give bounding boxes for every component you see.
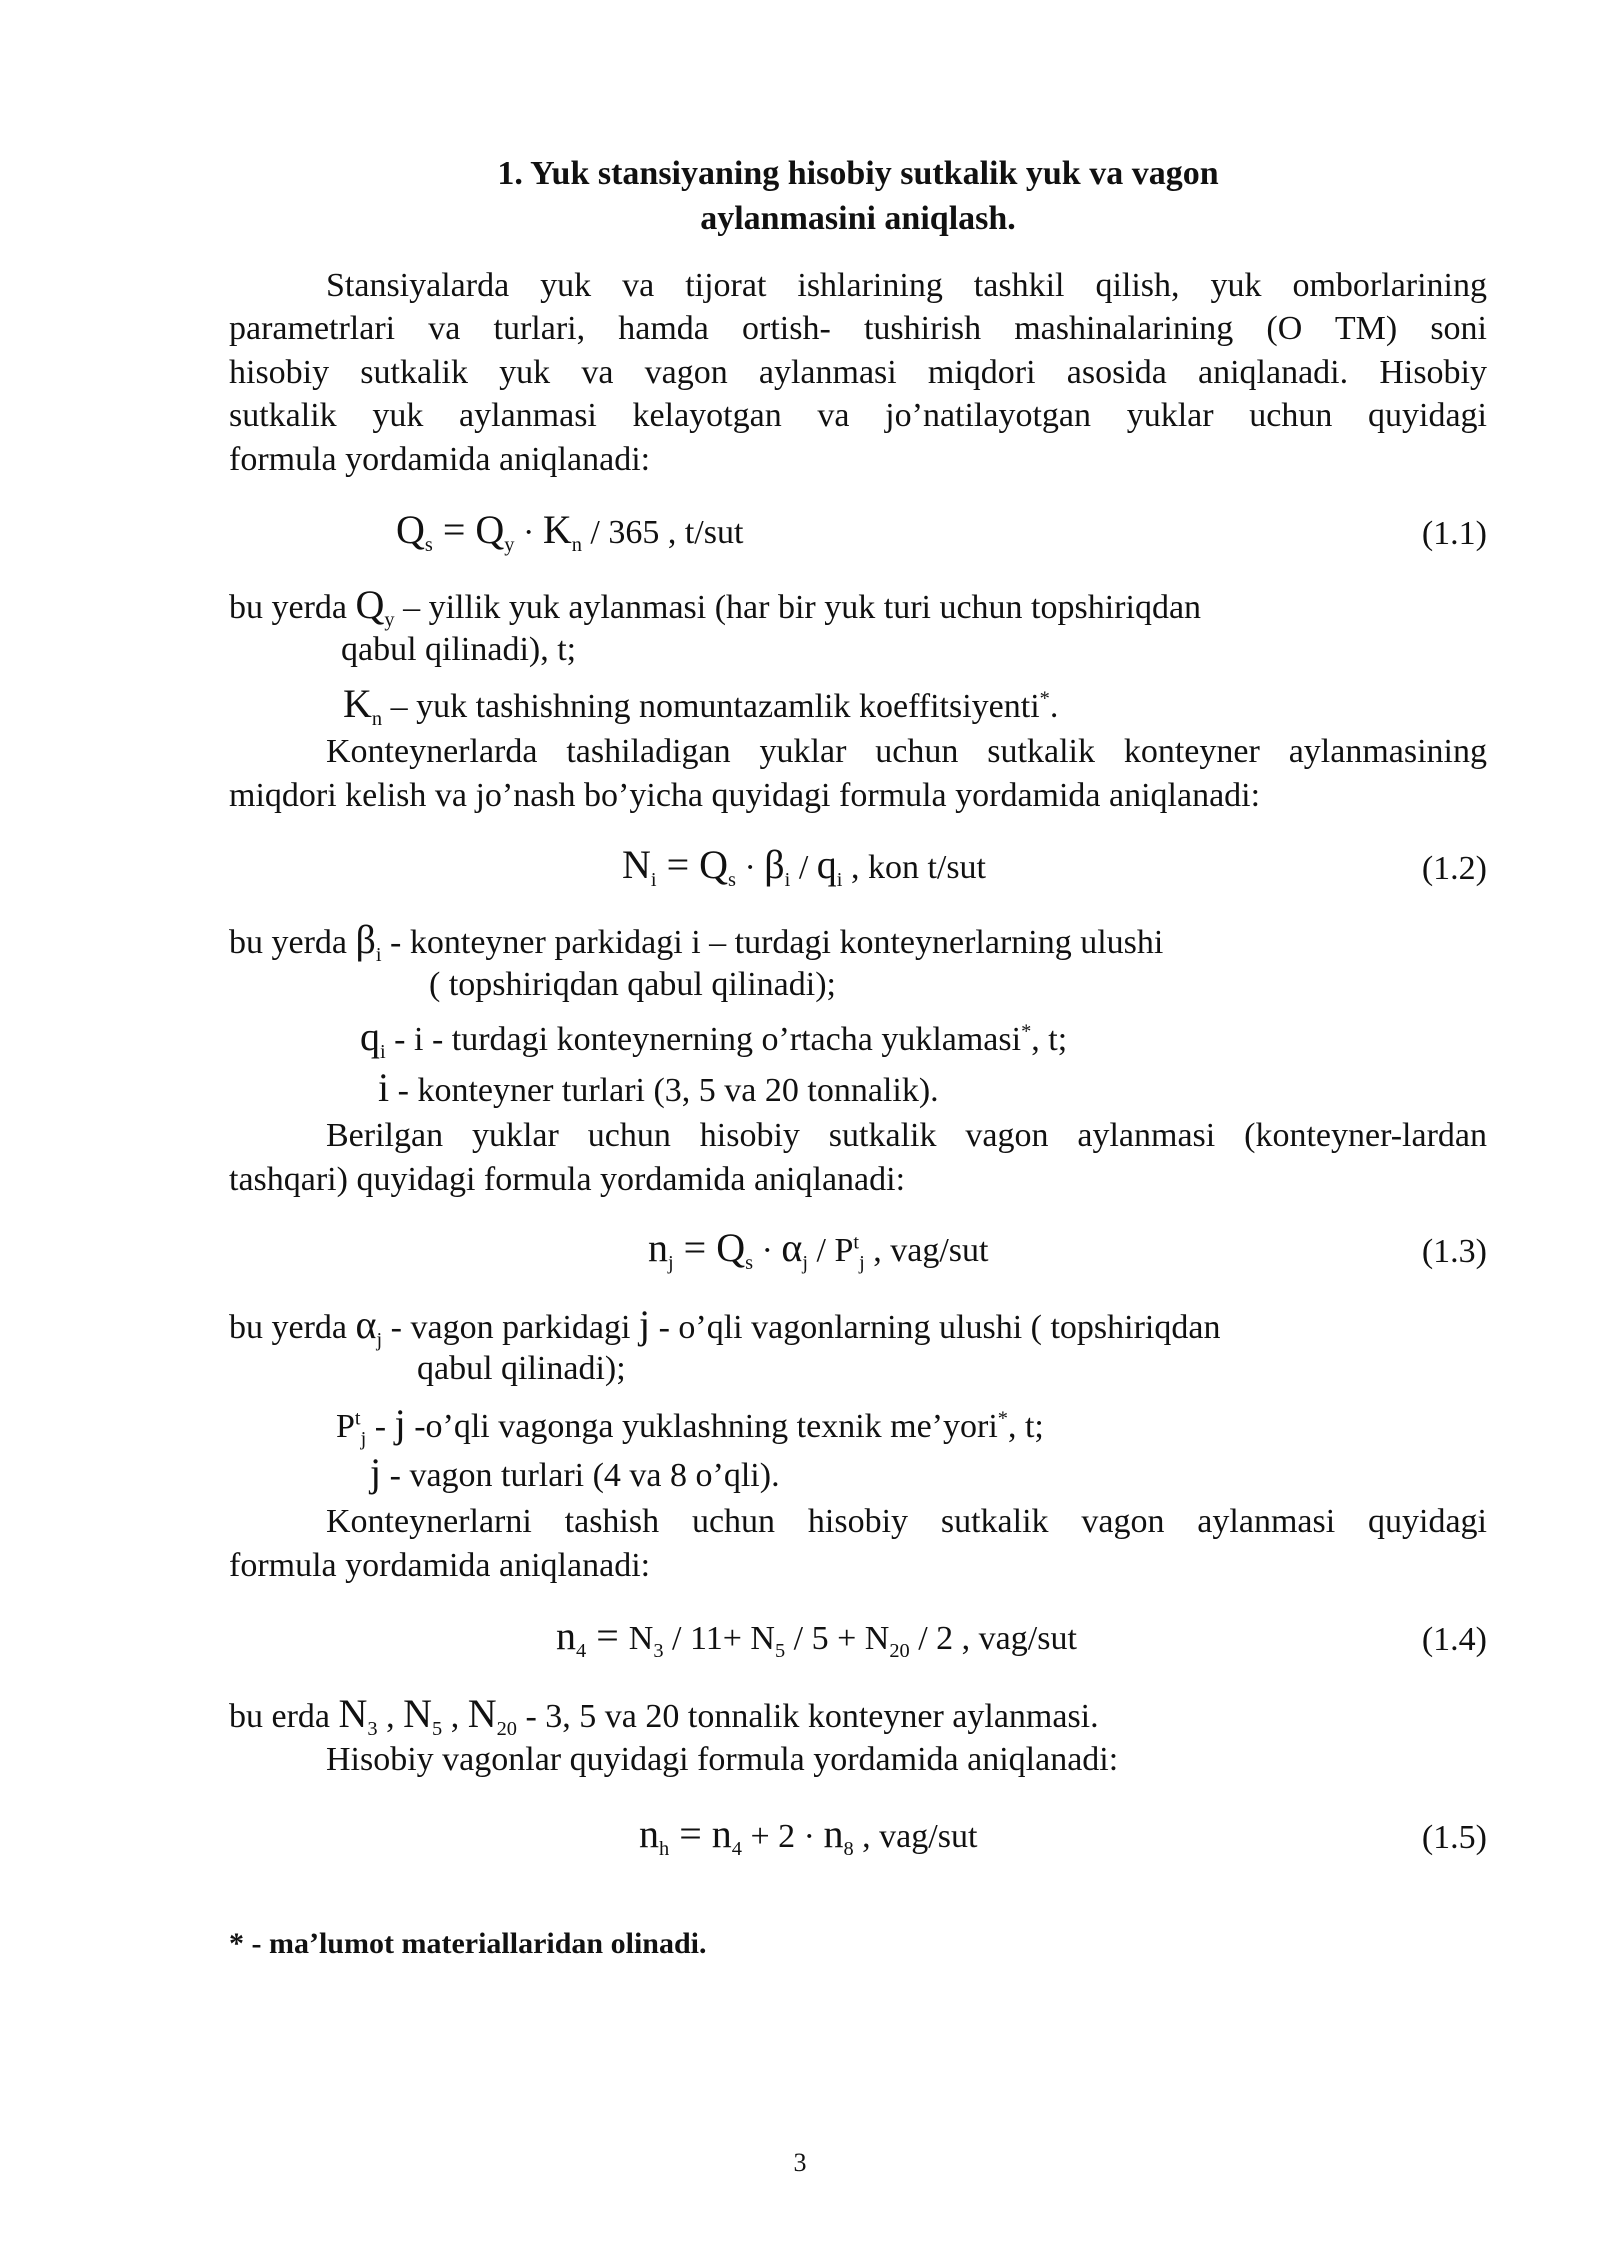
equation-number-1-5: (1.5) bbox=[1421, 1819, 1487, 1856]
eq-symbol: j bbox=[638, 1302, 651, 1347]
equation-number-1-1: (1.1) bbox=[1421, 515, 1487, 552]
eq-symbol: Q bbox=[699, 842, 729, 887]
paragraph-1-line-2: parametrlari va turlari, hamda ortish- tushirish mashinalarining (O TM) soni bbox=[229, 310, 1487, 347]
paragraph-3-line-1: Berilgan yuklar uchun hisobiy sutkalik vagon aylanmasi (konteyner-lardan bbox=[326, 1117, 1487, 1154]
text: - i - turdagi konteynerning o’rtacha yuklamasi bbox=[385, 1021, 1022, 1058]
eq-subscript: 20 bbox=[889, 1639, 910, 1662]
eq-superscript: t bbox=[853, 1231, 860, 1254]
eq-operator: · bbox=[753, 1232, 782, 1269]
equation-1-2 bbox=[622, 843, 986, 890]
eq-subscript: j bbox=[668, 1251, 674, 1274]
equation-1-1 bbox=[396, 508, 743, 555]
definition-2-line-1 bbox=[229, 918, 1163, 965]
eq-subscript: s bbox=[424, 533, 433, 556]
eq-operator: = bbox=[586, 1613, 629, 1658]
eq-symbol: Q bbox=[355, 582, 385, 627]
eq-operator: = bbox=[432, 507, 476, 552]
text: . bbox=[1049, 688, 1059, 725]
equation-number-1-2: (1.2) bbox=[1421, 850, 1487, 887]
eq-subscript: 20 bbox=[496, 1717, 517, 1740]
paragraph-2-line-1: Konteynerlarda tashiladigan yuklar uchun sutkalik konteyner aylanmasining bbox=[326, 733, 1487, 770]
paragraph-5: Hisobiy vagonlar quyidagi formula yordamida aniqlanadi: bbox=[326, 1741, 1119, 1778]
eq-symbol: P bbox=[834, 1232, 854, 1269]
eq-symbol: n bbox=[823, 1811, 844, 1856]
paragraph-2-line-2: miqdori kelish va jo’nash bo’yicha quyidagi formula yordamida aniqlanadi: bbox=[229, 777, 1261, 814]
eq-symbol: P bbox=[336, 1408, 355, 1445]
eq-symbol: α bbox=[355, 1302, 377, 1347]
eq-symbol: N bbox=[403, 1691, 432, 1736]
text: - 3, 5 va 20 tonnalik konteyner aylanmasi. bbox=[516, 1698, 1099, 1735]
eq-subscript: 5 bbox=[432, 1717, 443, 1740]
eq-symbol: n bbox=[711, 1811, 732, 1856]
eq-operator: / 5 + bbox=[785, 1620, 865, 1657]
eq-symbol: n bbox=[556, 1613, 576, 1658]
definition-2-line-2: ( topshiriqdan qabul qilinadi); bbox=[429, 966, 836, 1003]
equation-1-3 bbox=[648, 1226, 988, 1273]
eq-operator: · bbox=[735, 849, 765, 886]
eq-subscript: h bbox=[659, 1837, 670, 1860]
eq-subscript: s bbox=[728, 868, 736, 891]
eq-subscript: i bbox=[784, 868, 791, 891]
definition-4-line-1 bbox=[229, 1692, 1099, 1739]
eq-subscript: y bbox=[384, 608, 395, 631]
definition-1-line-1 bbox=[229, 583, 1201, 630]
eq-subscript: i bbox=[836, 868, 843, 891]
eq-rest: , vag/sut bbox=[864, 1232, 989, 1269]
eq-subscript: i bbox=[380, 1040, 386, 1063]
text: bu yerda bbox=[229, 1309, 356, 1346]
footnote: * - ma’lumot materiallaridan olinadi. bbox=[229, 1927, 707, 1960]
paragraph-1-line-5: formula yordamida aniqlanadi: bbox=[229, 441, 651, 478]
eq-symbol: q bbox=[360, 1014, 380, 1059]
text: – yuk tashishning nomuntazamlik koeffitsiyenti bbox=[382, 688, 1040, 725]
eq-symbol: β bbox=[355, 917, 376, 962]
eq-symbol: q bbox=[816, 842, 837, 887]
text: - bbox=[366, 1408, 395, 1445]
eq-subscript: n bbox=[371, 707, 383, 730]
eq-symbol: N bbox=[628, 1620, 654, 1657]
eq-subscript: 3 bbox=[653, 1639, 664, 1662]
paragraph-1-line-1: Stansiyalarda yuk va tijorat ishlarining tashkil qilish, yuk omborlarining bbox=[326, 267, 1487, 304]
eq-symbol: K bbox=[542, 507, 572, 552]
eq-symbol: n bbox=[648, 1225, 668, 1270]
text: bu erda bbox=[229, 1698, 339, 1735]
eq-symbol: Q bbox=[396, 507, 425, 552]
text: - vagon turlari (4 va 8 o’qli). bbox=[381, 1457, 780, 1494]
eq-subscript: j bbox=[859, 1251, 865, 1274]
eq-subscript: y bbox=[504, 533, 515, 556]
eq-symbol: α bbox=[781, 1225, 803, 1270]
definition-2-line-4 bbox=[378, 1066, 939, 1113]
eq-subscript: j bbox=[376, 1328, 383, 1351]
eq-subscript: 5 bbox=[774, 1639, 786, 1662]
eq-symbol: Q bbox=[475, 507, 505, 552]
eq-operator: + 2 · bbox=[741, 1818, 824, 1855]
definition-1-line-3 bbox=[343, 682, 1058, 729]
section-title-line-2: aylanmasini aniqlash. bbox=[700, 200, 1016, 237]
text: , bbox=[442, 1698, 468, 1735]
eq-symbol: N bbox=[750, 1620, 775, 1657]
footnote-mark: * bbox=[997, 1407, 1008, 1430]
text: – yillik yuk aylanmasi (har bir yuk turi uchun topshiriqdan bbox=[394, 589, 1202, 626]
equation-number-1-3: (1.3) bbox=[1421, 1233, 1487, 1270]
eq-symbol: j bbox=[394, 1401, 406, 1446]
eq-symbol: i bbox=[378, 1065, 390, 1110]
eq-subscript: j bbox=[802, 1251, 809, 1274]
text: bu yerda bbox=[229, 924, 356, 961]
eq-subscript: s bbox=[745, 1251, 754, 1274]
definition-3-line-1 bbox=[229, 1303, 1220, 1350]
definition-3-line-4 bbox=[370, 1451, 780, 1498]
eq-symbol: N bbox=[622, 842, 651, 887]
eq-operator: = bbox=[669, 1811, 712, 1856]
eq-symbol: N bbox=[864, 1620, 890, 1657]
paragraph-1-line-3: hisobiy sutkalik yuk va vagon aylanmasi miqdori asosida aniqlanadi. Hisobiy bbox=[229, 354, 1487, 391]
section-title-line-1: 1. Yuk stansiyaning hisobiy sutkalik yuk va vagon bbox=[497, 155, 1219, 192]
definition-3-line-2: qabul qilinadi); bbox=[417, 1350, 626, 1387]
paragraph-1-line-4: sutkalik yuk aylanmasi kelayotgan va jo’natilayotgan yuklar uchun quyidagi bbox=[229, 397, 1487, 434]
eq-operator: / 11+ bbox=[663, 1620, 751, 1657]
eq-symbol: Q bbox=[716, 1225, 746, 1270]
text: - o’qli vagonlarning ulushi ( topshiriqdan bbox=[650, 1309, 1221, 1346]
text: - vagon parkidagi bbox=[382, 1309, 639, 1346]
text: , t; bbox=[1007, 1408, 1044, 1445]
text: , bbox=[377, 1698, 404, 1735]
paragraph-4-line-1: Konteynerlarni tashish uchun hisobiy sutkalik vagon aylanmasi quyidagi bbox=[326, 1503, 1487, 1540]
eq-symbol: N bbox=[338, 1691, 368, 1736]
eq-operator: · bbox=[514, 514, 543, 551]
text: - konteyner parkidagi i – turdagi konteynerlarning ulushi bbox=[381, 924, 1164, 961]
eq-symbol: N bbox=[467, 1691, 497, 1736]
eq-subscript: i bbox=[650, 868, 657, 891]
definition-2-line-3 bbox=[360, 1015, 1067, 1062]
eq-operator: = bbox=[656, 842, 700, 887]
eq-subscript: i bbox=[375, 943, 382, 966]
text: -o’qli vagonga yuklashning texnik me’yori bbox=[405, 1408, 998, 1445]
eq-subscript: j bbox=[360, 1427, 367, 1450]
paragraph-4-line-2: formula yordamida aniqlanadi: bbox=[229, 1547, 651, 1584]
eq-rest: , vag/sut bbox=[853, 1818, 978, 1855]
footnote-mark: * bbox=[1021, 1020, 1032, 1043]
eq-operator: / bbox=[790, 849, 817, 886]
text: , t; bbox=[1031, 1021, 1068, 1058]
eq-subscript: 4 bbox=[576, 1639, 587, 1662]
eq-rest: / 2 , vag/sut bbox=[909, 1620, 1077, 1657]
eq-symbol: j bbox=[370, 1450, 382, 1495]
paragraph-3-line-2: tashqari) quyidagi formula yordamida aniqlanadi: bbox=[229, 1161, 906, 1198]
eq-symbol: β bbox=[764, 842, 785, 887]
eq-subscript: 4 bbox=[731, 1837, 742, 1860]
text: bu yerda bbox=[229, 589, 356, 626]
eq-subscript: 3 bbox=[367, 1717, 378, 1740]
equation-1-5 bbox=[639, 1812, 977, 1859]
equation-1-4 bbox=[556, 1614, 1077, 1661]
text: - konteyner turlari (3, 5 va 20 tonnalik). bbox=[389, 1072, 939, 1109]
eq-subscript: n bbox=[571, 533, 582, 556]
eq-superscript: t bbox=[354, 1407, 361, 1430]
eq-symbol: n bbox=[639, 1811, 659, 1856]
eq-rest: / 365 , t/sut bbox=[581, 514, 744, 551]
eq-subscript: 8 bbox=[843, 1837, 854, 1860]
footnote-mark: * bbox=[1039, 687, 1050, 710]
page-number: 3 bbox=[793, 2148, 807, 2177]
eq-operator: = bbox=[673, 1225, 717, 1270]
eq-rest: , kon t/sut bbox=[842, 849, 987, 886]
definition-3-line-3 bbox=[336, 1402, 1044, 1449]
equation-number-1-4: (1.4) bbox=[1421, 1621, 1487, 1658]
definition-1-line-2: qabul qilinadi), t; bbox=[341, 631, 577, 668]
eq-symbol: K bbox=[343, 681, 372, 726]
eq-operator: / bbox=[808, 1232, 835, 1269]
